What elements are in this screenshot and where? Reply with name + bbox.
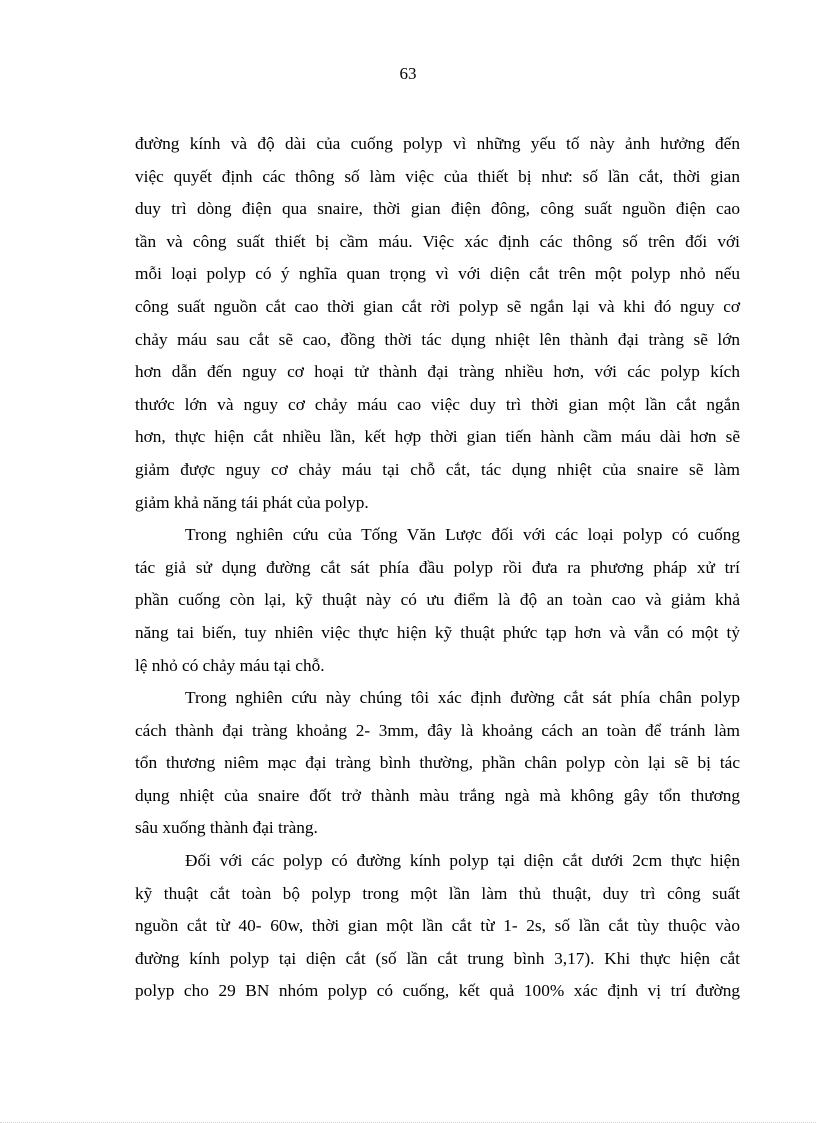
text-line: năng tai biến, tuy nhiên việc thực hiện kỹ thuật phức tạp hơn và vẫn có một tỷ (135, 622, 740, 642)
text-line: dụng nhiệt của snaire đốt trở thành màu trắng ngà mà không gây tổn thương (135, 785, 740, 805)
text-line: phần cuống còn lại, kỹ thuật này có ưu điểm là độ an toàn cao và giảm khả (135, 590, 740, 610)
text-line: việc quyết định các thông số làm việc của thiết bị như: số lần cắt, thời gian (135, 166, 740, 186)
paragraph-2 (135, 519, 740, 682)
text-line: nguồn cắt từ 40- 60w, thời gian một lần cắt từ 1- 2s, số lần cắt tùy thuộc vào (135, 916, 740, 936)
text-line: hơn, thực hiện cắt nhiều lần, kết hợp thời gian tiến hành cầm máu dài hơn sẽ (135, 427, 740, 447)
text-line: mỗi loại polyp có ý nghĩa quan trọng vì với diện cắt trên một polyp nhỏ nếu (135, 264, 740, 284)
text-line: tần và công suất thiết bị cầm máu. Việc xác định các thông số trên đối với (135, 231, 740, 251)
text-line: Trong nghiên cứu này chúng tôi xác định đường cắt sát phía chân polyp (185, 688, 740, 708)
text-line: tác giả sử dụng đường cắt sát phía đầu polyp rồi đưa ra phương pháp xử trí (135, 557, 740, 577)
text-line: polyp cho 29 BN nhóm polyp có cuống, kết quả 100% xác định vị trí đường (135, 981, 740, 1001)
paragraph-3 (135, 682, 740, 845)
text-line: đường kính và độ dài của cuống polyp vì những yếu tố này ảnh hưởng đến (135, 134, 740, 153)
text-line: kỹ thuật cắt toàn bộ polyp trong một lần làm thủ thuật, duy trì công suất (135, 883, 740, 903)
text-line: giảm khả năng tái phát của polyp. (135, 492, 369, 512)
paragraph-4 (135, 845, 740, 1008)
text-line: tổn thương niêm mạc đại tràng bình thường, phần chân polyp còn lại sẽ bị tác (135, 753, 740, 773)
text-line: thước lớn và nguy cơ chảy máu cao việc duy trì thời gian một lần cắt ngắn (135, 394, 740, 414)
text-line: cách thành đại tràng khoảng 2- 3mm, đây là khoảng cách an toàn để tránh làm (135, 720, 740, 740)
text-line: lệ nhỏ có chảy máu tại chỗ. (135, 655, 325, 675)
text-line: hơn dẫn đến nguy cơ hoại tử thành đại tràng nhiều hơn, với các polyp kích (135, 362, 740, 382)
text-line: chảy máu sau cắt sẽ cao, đồng thời tác dụng nhiệt lên thành đại tràng sẽ lớn (135, 329, 740, 349)
text-line: duy trì dòng điện qua snaire, thời gian điện đông, công suất nguồn điện cao (135, 199, 740, 219)
body-text (135, 128, 740, 1008)
text-line: Trong nghiên cứu của Tống Văn Lược đối với các loại polyp có cuống (185, 525, 740, 545)
text-line: công suất nguồn cắt cao thời gian cắt rời polyp sẽ ngắn lại và khi đó nguy cơ (135, 296, 740, 316)
text-line: sâu xuống thành đại tràng. (135, 818, 318, 838)
page-number: 63 (399, 64, 417, 83)
paragraph-1 (135, 128, 740, 519)
text-line: đường kính polyp tại diện cắt (số lần cắt trung bình 3,17). Khi thực hiện cắt (135, 948, 740, 968)
text-line: giảm được nguy cơ chảy máu tại chỗ cắt, tác dụng nhiệt của snaire sẽ làm (135, 459, 740, 479)
text-line: Đối với các polyp có đường kính polyp tại diện cắt dưới 2cm thực hiện (185, 851, 740, 871)
